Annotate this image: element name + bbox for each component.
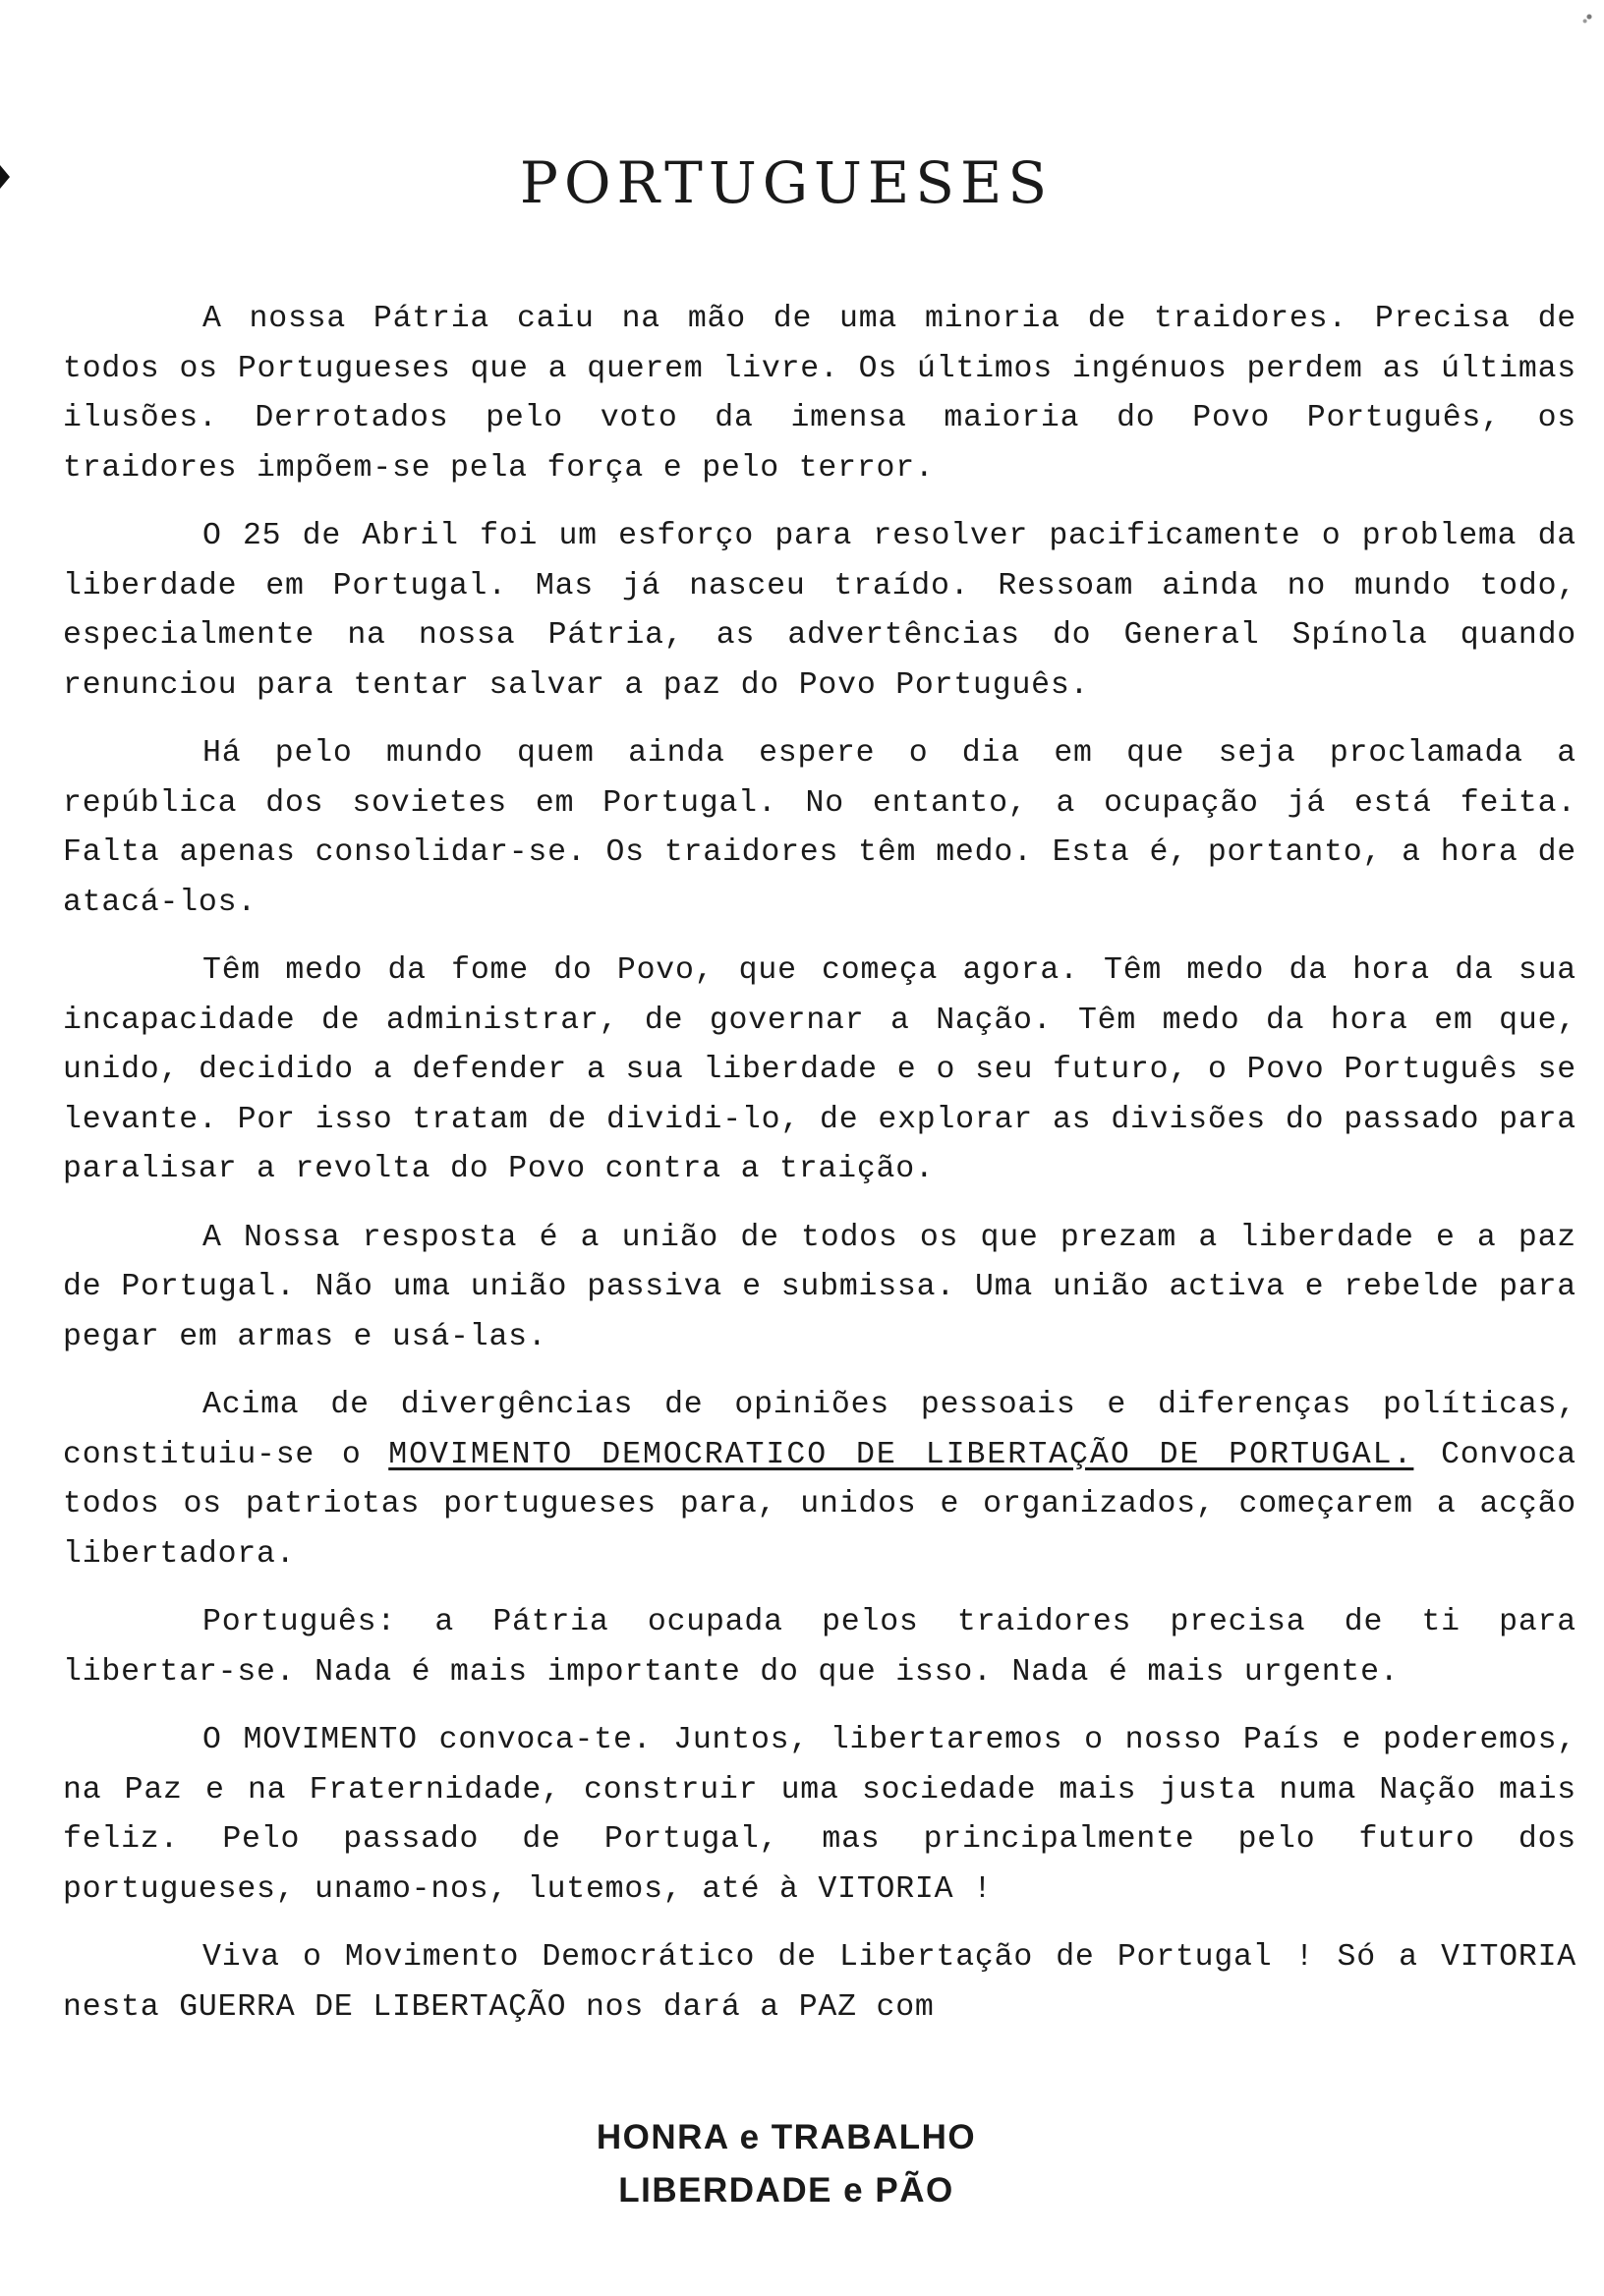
mottos <box>0 2111 1573 2217</box>
paragraph-9: Viva o Movimento Democrático de Libertação de Portugal ! Só a VITORIA nesta GUERRA DE LIBERTAÇÃO nos dará a PAZ com <box>63 1940 1576 2025</box>
paragraph-6-movement <box>63 1381 1576 1579</box>
paragraph-3: Há pelo mundo quem ainda espere o dia em que seja proclamada a república dos sovietes em Portugal. No entanto, a ocupação já está feita. Falta apenas consolidar-se. Os traidores têm medo. Esta é, portanto, a hora de atacá-los. <box>63 736 1576 920</box>
body-text <box>63 295 1576 2051</box>
paragraph-2: O 25 de Abril foi um esforço para resolver pacificamente o problema da liberdade em Portugal. Mas já nasceu traído. Ressoam ainda no mundo todo, especialmente na nossa Pátria, as advertências do General Spínola quando renunciou para tentar salvar a paz do Povo Português. <box>63 519 1576 703</box>
paragraph-8: O MOVIMENTO convoca-te. Juntos, libertaremos o nosso País e poderemos, na Paz e na Fraternidade, construir uma sociedade mais justa numa Nação mais feliz. Pelo passado de Portugal, mas principalmente pelo futuro dos portugueses, unamo-nos, lutemos, até à VITORIA ! <box>63 1723 1576 1907</box>
motto-line-2: LIBERDADE e PÃO <box>618 2171 954 2210</box>
movement-name: MOVIMENTO DEMOCRATICO DE LIBERTAÇÃO DE PORTUGAL. <box>388 1437 1414 1472</box>
paragraph-1: A nossa Pátria caiu na mão de uma minoria de traidores. Precisa de todos os Portugueses que a querem livre. Os últimos ingénuos perdem as últimas ilusões. Derrotados pelo voto da imensa maioria do Povo Português, os traidores impõem-se pela força e pelo terror. <box>63 302 1576 486</box>
paragraph-5: A Nossa resposta é a união de todos os que prezam a liberdade e a paz de Portugal. Não uma união passiva e submissa. Uma união activa e rebelde para pegar em armas e usá-las. <box>63 1220 1576 1354</box>
scan-speck <box>1578 6 1600 28</box>
motto-line-1: HONRA e TRABALHO <box>596 2118 977 2156</box>
movement-intro: Acima de divergências de opiniões pessoais e diferenças políticas, constituiu-se o <box>63 1388 1576 1472</box>
movement-call: Convoca todos os patriotas portugueses para, unidos e organizados, começarem a acção libertadora. <box>63 1437 1577 1572</box>
paragraph-4: Têm medo da fome do Povo, que começa agora. Têm medo da hora da sua incapacidade de administrar, de governar a Nação. Têm medo da hora em que, unido, decidido a defender a sua liberdade e o seu futuro, o Povo Português se levante. Por isso tratam de dividi-lo, de explorar as divisões do passado para paralisar a revolta do Povo contra a traição. <box>63 953 1576 1186</box>
page-title: PORTUGUESES <box>519 149 1054 216</box>
paragraph-7: Português: a Pátria ocupada pelos traidores precisa de ti para libertar-se. Nada é mais importante do que isso. Nada é mais urgente. <box>63 1605 1576 1690</box>
